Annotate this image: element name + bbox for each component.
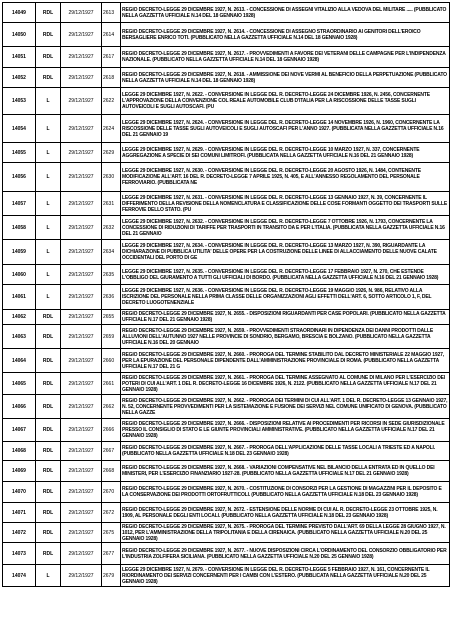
act-description: REGIO DECRETO-LEGGE 29 DICEMBRE 1927, N. 2659. - PROVVEDIMENTI STRAORDINARI IN DIPENDENZA DEI DANNI PRODOTTI DALLE ALLUVIONI DELL'AUTUNNO 1927 NELLE PROVINCIE DI SONDRIO, BERGAMO, BRESCIA E BOLZANO. (PUBBLICATO NELLA GAZZETTA UFFICIALE N.16 DEL 20 GENNAIO bbox=[122, 327, 434, 346]
act-date-cell bbox=[61, 503, 102, 523]
act-description-cell bbox=[121, 503, 450, 523]
act-number: 2632 bbox=[103, 224, 115, 231]
act-date-cell bbox=[61, 543, 102, 565]
record-number: 14062 bbox=[12, 314, 26, 320]
act-number: 2670 bbox=[103, 489, 115, 495]
record-number: 14056 bbox=[12, 174, 26, 180]
table-row bbox=[3, 565, 450, 587]
act-description: LEGGE 29 DICEMBRE 1927, N. 2636. - CONVERSIONE IN LEGGE DEL R. DECRETO-LEGGE 19 MAGGIO 1926, N. 986, RELATIVO ALLA ISCRIZIONE DEL PERSONALE NELLA PRIMA CLASSE DELLE ORGANIZZAZIONI AGLI EFFETTI DELL'ART. 6, SOTTO ARTICOLO 1, F, DEL DECRETO LUOGOTENENZIALE bbox=[122, 288, 432, 306]
act-type: RDL bbox=[42, 9, 54, 16]
act-number: 2655 bbox=[103, 314, 115, 320]
table-row bbox=[3, 47, 450, 68]
act-number-cell bbox=[102, 3, 121, 23]
act-description: REGIO DECRETO-LEGGE 29 DICEMBRE 1927, N. 2668. - VARIAZIONI COMPENSATIVE NEL BILANCIO DELLA ENTRATA ED IN QUELLO DEI MINISTERI, PER L'ESERCIZIO FINANZIARIO 1927-28. (PUBBLICATO NELLA GAZZETTA UFFICIALE N.17 DEL 21 GENNAIO 1928) bbox=[122, 465, 435, 477]
act-type-cell bbox=[36, 349, 61, 373]
record-number: 14050 bbox=[12, 31, 26, 38]
act-number: 2679 bbox=[103, 572, 115, 579]
record-number-cell bbox=[3, 88, 36, 115]
table-row bbox=[3, 216, 450, 240]
table-row bbox=[3, 192, 450, 216]
act-number-cell bbox=[102, 373, 121, 395]
act-number: 2660 bbox=[103, 357, 115, 364]
act-number-cell bbox=[102, 310, 121, 325]
record-number: 14060 bbox=[12, 271, 26, 278]
act-description: LEGGE 29 DICEMBRE 1927, N. 2679. - CONVERSIONE IN LEGGE DEL R. DECRETO-LEGGE 5 FEBBRAIO 1927, N. 161, CONCERNENTE IL RIORDINAMENTO DEI SERVIZI CONCERNENTI PER I CAMBI CON L'ESTERO. (PUBBLICATA NELLA GAZZETTA UFFICIALE N.20 DEL 25 GENNAIO 1928) bbox=[122, 566, 430, 585]
act-date: 29/12/1927 bbox=[68, 224, 94, 231]
record-number-cell bbox=[3, 310, 36, 325]
act-number-cell bbox=[102, 285, 121, 310]
act-description-cell bbox=[121, 461, 450, 482]
act-date: 29/12/1927 bbox=[68, 509, 94, 516]
record-number-cell bbox=[3, 523, 36, 543]
act-date-cell bbox=[61, 349, 102, 373]
act-number-cell bbox=[102, 442, 121, 461]
act-description: LEGGE 29 DICEMBRE 1927, N. 2631. - CONVERSIONE IN LEGGE DEL R. DECRETO-LEGGE 13 GENNAIO 1927, N. 39, CONCERNENTE IL DIFFERIMENTO DELLA REVISIONE DELLA NOMENCLATURA E CLASSIFICAZIONE DELLE COSE FORMANTI OGGETTO DEI TRASPORTI SULLE FERROVIE DELLO STATO. (PU bbox=[122, 194, 448, 213]
act-description-cell bbox=[121, 543, 450, 565]
act-type: RDL bbox=[42, 468, 54, 474]
act-description: LEGGE 29 DICEMBRE 1927, N. 2624. - CONVERSIONE IN LEGGE DEL R. DECRETO-LEGGE 14 NOVEMBRE 1926, N. 1960, CONCERNENTE LA RISCOSSIONE DELLE TASSE SUGLI AUTOVEICOLI E SUGLI AUTOSCAFI PER L'ANNO 1927. (PUBBLICATA NELLA GAZZETTA UFFICIALE N.16 DEL 21 GENNAIO 19 bbox=[122, 119, 444, 138]
record-number-cell bbox=[3, 461, 36, 482]
act-date-cell bbox=[61, 442, 102, 461]
act-date-cell bbox=[61, 482, 102, 503]
act-date: 29/12/1927 bbox=[68, 74, 94, 81]
act-number: 2659 bbox=[103, 333, 115, 340]
act-description: REGIO DECRETO-LEGGE 29 DICEMBRE 1927, N. 2667. - PROROGA DELL'APPLICAZIONE DELLE TASSE LOCALI A TRIESTE ED A NAPOLI. (PUBBLICATO NELLA GAZZETTA UFFICIALE N.18 DEL 23 GENNAIO 1928) bbox=[122, 445, 436, 457]
act-description-cell bbox=[121, 442, 450, 461]
table-row bbox=[3, 373, 450, 395]
record-number-cell bbox=[3, 482, 36, 503]
act-date: 29/12/1927 bbox=[68, 380, 94, 387]
act-number: 2624 bbox=[103, 125, 115, 132]
act-description-cell bbox=[121, 88, 450, 115]
act-number: 2666 bbox=[103, 427, 115, 433]
act-type: L bbox=[46, 125, 50, 132]
act-type-cell bbox=[36, 47, 61, 68]
record-number: 14072 bbox=[12, 529, 26, 536]
table-row bbox=[3, 543, 450, 565]
act-date: 29/12/1927 bbox=[68, 468, 94, 474]
act-type: RDL bbox=[42, 380, 54, 387]
act-description-cell bbox=[121, 216, 450, 240]
act-date-cell bbox=[61, 192, 102, 216]
record-number-cell bbox=[3, 265, 36, 285]
legislation-table bbox=[2, 2, 450, 587]
act-date-cell bbox=[61, 461, 102, 482]
act-description-cell bbox=[121, 395, 450, 419]
act-type: L bbox=[46, 98, 50, 104]
act-date: 29/12/1927 bbox=[68, 9, 94, 16]
act-description-cell bbox=[121, 325, 450, 349]
act-date-cell bbox=[61, 163, 102, 192]
table-row bbox=[3, 163, 450, 192]
act-date: 29/12/1927 bbox=[68, 529, 94, 536]
record-number: 14058 bbox=[12, 224, 26, 231]
act-description: REGIO DECRETO-LEGGE 29 DICEMBRE 1927, N. 2670. - COSTITUZIONE DI CONSORZI PER LA GESTIONE DI MAGAZZINI PER IL DEPOSITO E LA CONSERVAZIONE DEI PRODOTTI ORTOFRUTTICOLI. (PUBBLICATO NELLA GAZZETTA UFFICIALE N.18 DEL 23 GENNAIO 1928) bbox=[122, 486, 442, 498]
act-number: 2622 bbox=[103, 98, 115, 104]
table-row bbox=[3, 88, 450, 115]
act-description: LEGGE 29 DICEMBRE 1927, N. 2635. - CONVERSIONE IN LEGGE DEL R. DECRETO-LEGGE 17 FEBBRAIO 1927, N. 270, CHE ESTENDE L'OBBLIGO DEL GIURAMENTO A TUTTI GLI UFFICIALI DI BORDO. (PUBBLICATA NELLA GAZZETTA UFFICIALE N.16 DEL 21 GENNAIO 1928) bbox=[122, 268, 439, 281]
act-date: 29/12/1927 bbox=[68, 271, 94, 278]
record-number: 14073 bbox=[12, 550, 26, 557]
act-number-cell bbox=[102, 325, 121, 349]
act-number-cell bbox=[102, 47, 121, 68]
act-type: RDL bbox=[42, 357, 54, 364]
table-row bbox=[3, 310, 450, 325]
act-number-cell bbox=[102, 216, 121, 240]
act-description-cell bbox=[121, 23, 450, 47]
act-date: 29/12/1927 bbox=[68, 149, 94, 156]
act-date: 29/12/1927 bbox=[68, 427, 94, 433]
act-description: REGIO DECRETO-LEGGE 29 DICEMBRE 1927, N. 2655. - DISPOSIZIONI RIGUARDANTI PER CASE POPOLARI. (PUBBLICATO NELLA GAZZETTA UFFICIALE N.17 DEL 21 GENNAIO 1928) bbox=[122, 311, 446, 323]
act-description-cell bbox=[121, 115, 450, 143]
act-number: 2635 bbox=[103, 271, 115, 278]
act-number-cell bbox=[102, 88, 121, 115]
act-type-cell bbox=[36, 461, 61, 482]
act-type-cell bbox=[36, 325, 61, 349]
act-date-cell bbox=[61, 115, 102, 143]
record-number-cell bbox=[3, 419, 36, 442]
act-type-cell bbox=[36, 523, 61, 543]
act-type: RDL bbox=[42, 403, 54, 410]
act-date-cell bbox=[61, 265, 102, 285]
act-type-cell bbox=[36, 115, 61, 143]
record-number-cell bbox=[3, 3, 36, 23]
act-date-cell bbox=[61, 395, 102, 419]
record-number: 14061 bbox=[12, 294, 26, 300]
table-row bbox=[3, 395, 450, 419]
act-type: RDL bbox=[42, 333, 54, 340]
act-number: 2618 bbox=[103, 74, 115, 81]
act-date-cell bbox=[61, 47, 102, 68]
act-date-cell bbox=[61, 216, 102, 240]
act-date: 29/12/1927 bbox=[68, 572, 94, 579]
act-number: 2613 bbox=[103, 9, 115, 16]
record-number: 14067 bbox=[12, 427, 26, 433]
act-description: REGIO DECRETO-LEGGE 29 DICEMBRE 1927, N. 2617. - PROVVEDIMENTI A FAVORE DEI VETERANI DELLE CAMPAGNE PER L'INDIPENDENZA NAZIONALE. (PUBBLICATO NELLA GAZZETTA UFFICIALE N.14 DEL 18 GENNAIO 1928) bbox=[122, 51, 446, 63]
act-type: L bbox=[46, 149, 50, 156]
act-description: REGIO DECRETO-LEGGE 29 DICEMBRE 1927, N. 2614. - CONCESSIONE DI ASSEGNO STRAORDINARIO AI GENITORI DELL'EROICO BERSAGLIERE ENRICO TOTI. (PUBBLICATO NELLA GAZZETTA UFFICIALE N.14 DEL 18 GENNAIO 1928) bbox=[122, 28, 421, 41]
act-description: LEGGE 29 DICEMBRE 1927, N. 2632. - CONVERSIONE IN LEGGE DEL R. DECRETO-LEGGE 7 OTTOBRE 1926, N. 1793, CONCERNENTE LA CONCESSIONE DI RIDUZIONI DI TARIFFE PER TRASPORTI IN TRANSITO DA E PER L'ITALIA. (PUBBLICATA NELLA GAZZETTA UFFICIALE N.16 DEL 21 GENNAIO bbox=[122, 218, 445, 237]
record-number: 14068 bbox=[12, 448, 26, 454]
record-number-cell bbox=[3, 216, 36, 240]
table-row bbox=[3, 143, 450, 163]
act-description: LEGGE 29 DICEMBRE 1927, N. 2622. - CONVERSIONE IN LEGGE DEL R. DECRETO-LEGGE 24 DICEMBRE 1926, N. 2456, CONCERNENTE L'APPROVAZIONE DELLA CONVENZIONE COL REALE AUTOMOBILE CLUB D'ITALIA PER LA RISCOSSIONE DELLE TASSE SUGLI AUTOVEICOLI E SUGLI AUTOSCAFI. (PU bbox=[122, 92, 430, 110]
record-number-cell bbox=[3, 373, 36, 395]
act-number-cell bbox=[102, 395, 121, 419]
act-date: 29/12/1927 bbox=[68, 249, 94, 255]
act-type-cell bbox=[36, 503, 61, 523]
record-number: 14065 bbox=[12, 380, 26, 387]
act-type-cell bbox=[36, 192, 61, 216]
act-date-cell bbox=[61, 88, 102, 115]
table-row bbox=[3, 503, 450, 523]
record-number-cell bbox=[3, 349, 36, 373]
act-description-cell bbox=[121, 192, 450, 216]
act-description-cell bbox=[121, 143, 450, 163]
record-number-cell bbox=[3, 325, 36, 349]
act-description: LEGGE 29 DICEMBRE 1927, N. 2630. - CONVERSIONE IN LEGGE DEL R. DECRETO-LEGGE 20 AGOSTO 1926, N. 1484, CONTENENTE MODIFICAZIONE ALL'ART. 16 DEL R. DECRETO-LEGGE 7 APRILE 1925, N. 405, E ALL'ANNESSO REGOLAMENTO DEL PERSONALE FERROVIARIO. (PUBBLICATA NE bbox=[122, 168, 421, 186]
act-type-cell bbox=[36, 310, 61, 325]
act-number: 2662 bbox=[103, 403, 115, 410]
act-date: 29/12/1927 bbox=[68, 31, 94, 38]
act-description: REGIO DECRETO-LEGGE 29 DICEMBRE 1927, N. 2613. - CONCESSIONE DI ASSEGNI VITALIZIO ALLA VEDOVA DEL MILITARE ..... (PUBBLICATO NELLA GAZZETTA UFFICIALE N.14 DEL 18 GENNAIO 1928) bbox=[122, 6, 447, 19]
act-description-cell bbox=[121, 373, 450, 395]
record-number: 14051 bbox=[12, 54, 26, 60]
act-number-cell bbox=[102, 265, 121, 285]
act-type-cell bbox=[36, 23, 61, 47]
act-number-cell bbox=[102, 115, 121, 143]
act-description-cell bbox=[121, 482, 450, 503]
act-number: 2636 bbox=[103, 294, 115, 300]
act-type-cell bbox=[36, 373, 61, 395]
act-description-cell bbox=[121, 47, 450, 68]
table-row bbox=[3, 285, 450, 310]
act-type: L bbox=[46, 174, 50, 180]
act-type-cell bbox=[36, 163, 61, 192]
record-number: 14059 bbox=[12, 249, 26, 255]
act-type: L bbox=[46, 249, 50, 255]
act-description-cell bbox=[121, 163, 450, 192]
act-date-cell bbox=[61, 68, 102, 88]
act-date: 29/12/1927 bbox=[68, 294, 94, 300]
act-number-cell bbox=[102, 23, 121, 47]
act-description: REGIO DECRETO-LEGGE 29 DICEMBRE 1927, N. 2677. - NUOVE DISPOSIZIONI CIRCA L'ORDINAMENTO DEL CONSORZIO OBBLIGATORIO PER L'INDUSTRIA ZOLFIFERA SICILIANA. (PUBBLICATO NELLA GAZZETTA UFFICIALE N.20 DEL 25 GENNAIO 1928) bbox=[122, 547, 447, 560]
act-description: REGIO DECRETO-LEGGE 29 DICEMBRE 1927, N. 2662. - PROROGA DEI TERMINI DI CUI ALL'ART. 1 DEL R. DECRETO-LEGGE 13 GENNAIO 1927, N. 52, CONCERNENTE PROVVEDIMENTI PER LA SISTEMAZIONE E FUSIONE DEI SERVIZI NEL COMUNE UNIFICATO DI GENOVA. (PUBBLICATO NELLA GAZZE bbox=[122, 397, 448, 416]
act-date: 29/12/1927 bbox=[68, 54, 94, 60]
act-date-cell bbox=[61, 3, 102, 23]
act-type-cell bbox=[36, 285, 61, 310]
act-number: 2661 bbox=[103, 380, 115, 387]
act-type: L bbox=[46, 294, 50, 300]
act-type: RDL bbox=[42, 509, 54, 516]
table-row bbox=[3, 461, 450, 482]
record-number: 14052 bbox=[12, 74, 26, 81]
act-type: L bbox=[46, 572, 50, 579]
record-number: 14049 bbox=[12, 9, 26, 16]
act-date: 29/12/1927 bbox=[68, 125, 94, 132]
act-type-cell bbox=[36, 565, 61, 587]
act-date-cell bbox=[61, 419, 102, 442]
act-number: 2668 bbox=[103, 468, 115, 474]
act-type-cell bbox=[36, 543, 61, 565]
act-description: REGIO DECRETO-LEGGE 29 DICEMBRE 1927, N. 2618. - AMMISSIONE DEI NOVE VERMI AL BENEFICIO DELLA PERPETUAZIONE (PUBBLICATO NELLA GAZZETTA UFFICIALE N.14 DEL 18 GENNAIO 1928) bbox=[122, 71, 447, 84]
act-number-cell bbox=[102, 240, 121, 265]
record-number-cell bbox=[3, 285, 36, 310]
act-description-cell bbox=[121, 310, 450, 325]
act-date: 29/12/1927 bbox=[68, 550, 94, 557]
table-row bbox=[3, 23, 450, 47]
act-number-cell bbox=[102, 143, 121, 163]
act-date: 29/12/1927 bbox=[68, 98, 94, 104]
act-date: 29/12/1927 bbox=[68, 357, 94, 364]
table-row bbox=[3, 419, 450, 442]
record-number-cell bbox=[3, 143, 36, 163]
act-number: 2614 bbox=[103, 31, 115, 38]
act-date: 29/12/1927 bbox=[68, 448, 94, 454]
act-date-cell bbox=[61, 143, 102, 163]
table-row bbox=[3, 325, 450, 349]
act-type: RDL bbox=[42, 489, 54, 495]
act-type-cell bbox=[36, 3, 61, 23]
act-description: REGIO DECRETO-LEGGE 29 DICEMBRE 1927, N. 2660. - PROROGA DEL TERMINE STABILITO DAL DECRETO MINISTERIALE 22 MAGGIO 1927, PER LA EPURAZIONE DEL PERSONALE DIPENDENTE DALL'AMMINISTRAZIONE PROVINCIALE DI ROMA. (PUBBLICATO NELLA GAZZETTA UFFICIALE N.17 DEL 21 G bbox=[122, 351, 445, 370]
act-description-cell bbox=[121, 68, 450, 88]
act-number-cell bbox=[102, 565, 121, 587]
act-date: 29/12/1927 bbox=[68, 403, 94, 410]
act-number-cell bbox=[102, 68, 121, 88]
act-type-cell bbox=[36, 88, 61, 115]
record-number-cell bbox=[3, 115, 36, 143]
act-number: 2634 bbox=[103, 249, 115, 255]
act-description-cell bbox=[121, 565, 450, 587]
act-type: RDL bbox=[42, 54, 54, 60]
act-number-cell bbox=[102, 461, 121, 482]
act-number-cell bbox=[102, 163, 121, 192]
act-number-cell bbox=[102, 419, 121, 442]
record-number-cell bbox=[3, 565, 36, 587]
act-description-cell bbox=[121, 265, 450, 285]
act-date-cell bbox=[61, 285, 102, 310]
act-number: 2631 bbox=[103, 200, 115, 207]
act-number: 2667 bbox=[103, 448, 115, 454]
act-description-cell bbox=[121, 285, 450, 310]
record-number: 14055 bbox=[12, 149, 26, 156]
act-description: REGIO DECRETO-LEGGE 29 DICEMBRE 1927, N. 2672. - ESTENSIONE DELLE NORME DI CUI AL R. DECRETO-LEGGE 23 OTTOBRE 1925, N. 1909, AL PERSONALE DEGLI ENTI LOCALI. (PUBBLICATO NELLA GAZZETTA UFFICIALE N.18 DEL 23 GENNAIO 1928) bbox=[122, 506, 438, 519]
record-number: 14066 bbox=[12, 403, 26, 410]
record-number: 14069 bbox=[12, 468, 26, 474]
act-number: 2675 bbox=[103, 529, 115, 536]
act-type-cell bbox=[36, 143, 61, 163]
act-type: RDL bbox=[42, 314, 54, 320]
table-row bbox=[3, 442, 450, 461]
record-number-cell bbox=[3, 192, 36, 216]
record-number-cell bbox=[3, 240, 36, 265]
record-number: 14074 bbox=[12, 572, 26, 579]
act-number-cell bbox=[102, 192, 121, 216]
record-number-cell bbox=[3, 47, 36, 68]
act-type: L bbox=[46, 271, 50, 278]
act-number: 2617 bbox=[103, 54, 115, 60]
act-type: RDL bbox=[42, 31, 54, 38]
act-date-cell bbox=[61, 523, 102, 543]
table-body bbox=[3, 3, 450, 587]
act-date: 29/12/1927 bbox=[68, 200, 94, 207]
act-type-cell bbox=[36, 265, 61, 285]
act-type: L bbox=[46, 224, 50, 231]
act-type-cell bbox=[36, 442, 61, 461]
act-description-cell bbox=[121, 523, 450, 543]
act-description: LEGGE 29 DICEMBRE 1927, N. 2629. - CONVERSIONE IN LEGGE DEL R. DECRETO-LEGGE 10 MARZO 1927, N. 337, CONCERNENTE AGGREGAZIONE A SPECIE DI SEI COMUNI LIMITROFI. (PUBBLICATA NELLA GAZZETTA UFFICIALE N.16 DEL 21 GENNAIO 1928) bbox=[122, 146, 420, 159]
act-type: RDL bbox=[42, 427, 54, 433]
record-number: 14064 bbox=[12, 357, 26, 364]
record-number-cell bbox=[3, 543, 36, 565]
table-row bbox=[3, 68, 450, 88]
record-number-cell bbox=[3, 395, 36, 419]
table-row bbox=[3, 3, 450, 23]
act-type: RDL bbox=[42, 550, 54, 557]
act-date-cell bbox=[61, 310, 102, 325]
act-date-cell bbox=[61, 240, 102, 265]
table-row bbox=[3, 240, 450, 265]
act-type-cell bbox=[36, 240, 61, 265]
act-number-cell bbox=[102, 543, 121, 565]
act-description: REGIO DECRETO-LEGGE 29 DICEMBRE 1927, N. 2666. - DISPOSIZIONI RELATIVE AI PROCEDIMENTI PER RICORSI IN SEDE GIURISDIZIONALE PRESSO IL CONSIGLIO DI STATO E LE GIUNTE PROVINCIALI AMMINISTRATIVE. (PUBBLICATO NELLA GAZZETTA UFFICIALE N.17 DEL 21 GENNAIO 1928) bbox=[122, 421, 445, 439]
act-type-cell bbox=[36, 482, 61, 503]
act-description-cell bbox=[121, 349, 450, 373]
act-number-cell bbox=[102, 482, 121, 503]
act-description: REGIO DECRETO-LEGGE 29 DICEMBRE 1927, N. 2661. - PROROGA DEL TERMINE ASSEGNATO AL COMUNE DI MILANO PER L'ESERCIZIO DEI POTERI DI CUI ALL'ART. 1 DEL R. DECRETO-LEGGE 16 DICEMBRE 1926, N. 2122. (PUBBLICATO NELLA GAZZETTA UFFICIALE N.17 DEL 21 GENNAIO 1928) bbox=[122, 374, 446, 393]
act-number: 2672 bbox=[103, 509, 115, 516]
act-type: RDL bbox=[42, 529, 54, 536]
record-number: 14071 bbox=[12, 509, 26, 516]
act-date: 29/12/1927 bbox=[68, 174, 94, 180]
act-date-cell bbox=[61, 565, 102, 587]
record-number-cell bbox=[3, 68, 36, 88]
act-date: 29/12/1927 bbox=[68, 489, 94, 495]
act-date: 29/12/1927 bbox=[68, 333, 94, 340]
act-date-cell bbox=[61, 325, 102, 349]
act-number: 2677 bbox=[103, 550, 115, 557]
act-type-cell bbox=[36, 216, 61, 240]
record-number: 14070 bbox=[12, 489, 26, 495]
record-number: 14054 bbox=[12, 125, 26, 132]
table-row bbox=[3, 349, 450, 373]
act-description-cell bbox=[121, 240, 450, 265]
table-row bbox=[3, 265, 450, 285]
table-row bbox=[3, 523, 450, 543]
table-row bbox=[3, 482, 450, 503]
record-number-cell bbox=[3, 163, 36, 192]
table-row bbox=[3, 115, 450, 143]
record-number: 14063 bbox=[12, 333, 26, 340]
record-number: 14053 bbox=[12, 98, 26, 104]
act-date-cell bbox=[61, 23, 102, 47]
record-number-cell bbox=[3, 23, 36, 47]
act-number-cell bbox=[102, 523, 121, 543]
act-date-cell bbox=[61, 373, 102, 395]
act-number: 2630 bbox=[103, 174, 115, 180]
act-description: LEGGE 29 DICEMBRE 1927, N. 2634. - CONVERSIONE IN LEGGE DEL R. DECRETO-LEGGE 13 MARZO 1927, N. 390, RIGUARDANTE LA DICHIARAZIONE DI PUBBLICA UTILITA' DELLE OPERE PER LA COSTRUZIONE DELLE LINEE DI ALLACCIAMENTO DELLE NUOVE CALATE OCCIDENTALI DEL PORTO DI GE bbox=[122, 243, 437, 261]
act-date: 29/12/1927 bbox=[68, 314, 94, 320]
act-type-cell bbox=[36, 395, 61, 419]
record-number-cell bbox=[3, 503, 36, 523]
act-number-cell bbox=[102, 503, 121, 523]
act-type-cell bbox=[36, 68, 61, 88]
act-type: RDL bbox=[42, 448, 54, 454]
act-description-cell bbox=[121, 419, 450, 442]
act-type: L bbox=[46, 200, 50, 207]
act-number: 2629 bbox=[103, 149, 115, 156]
act-description: REGIO DECRETO-LEGGE 29 DICEMBRE 1927, N. 2675. - PROROGA DEL TERMINE PREVISTO DALL'ART. 69 DELLA LEGGE 28 GIUGNO 1927, N. 1012, PER L'AMMINISTRAZIONE DELLA TRIPOLITANIA E DELLA CIRENAICA. (PUBBLICATO NELLA GAZZETTA UFFICIALE N.20 DEL 25 GENNAIO 1928) bbox=[122, 523, 446, 542]
act-description-cell bbox=[121, 3, 450, 23]
record-number: 14057 bbox=[12, 200, 26, 207]
act-type: RDL bbox=[42, 74, 54, 81]
act-type-cell bbox=[36, 419, 61, 442]
record-number-cell bbox=[3, 442, 36, 461]
act-number-cell bbox=[102, 349, 121, 373]
